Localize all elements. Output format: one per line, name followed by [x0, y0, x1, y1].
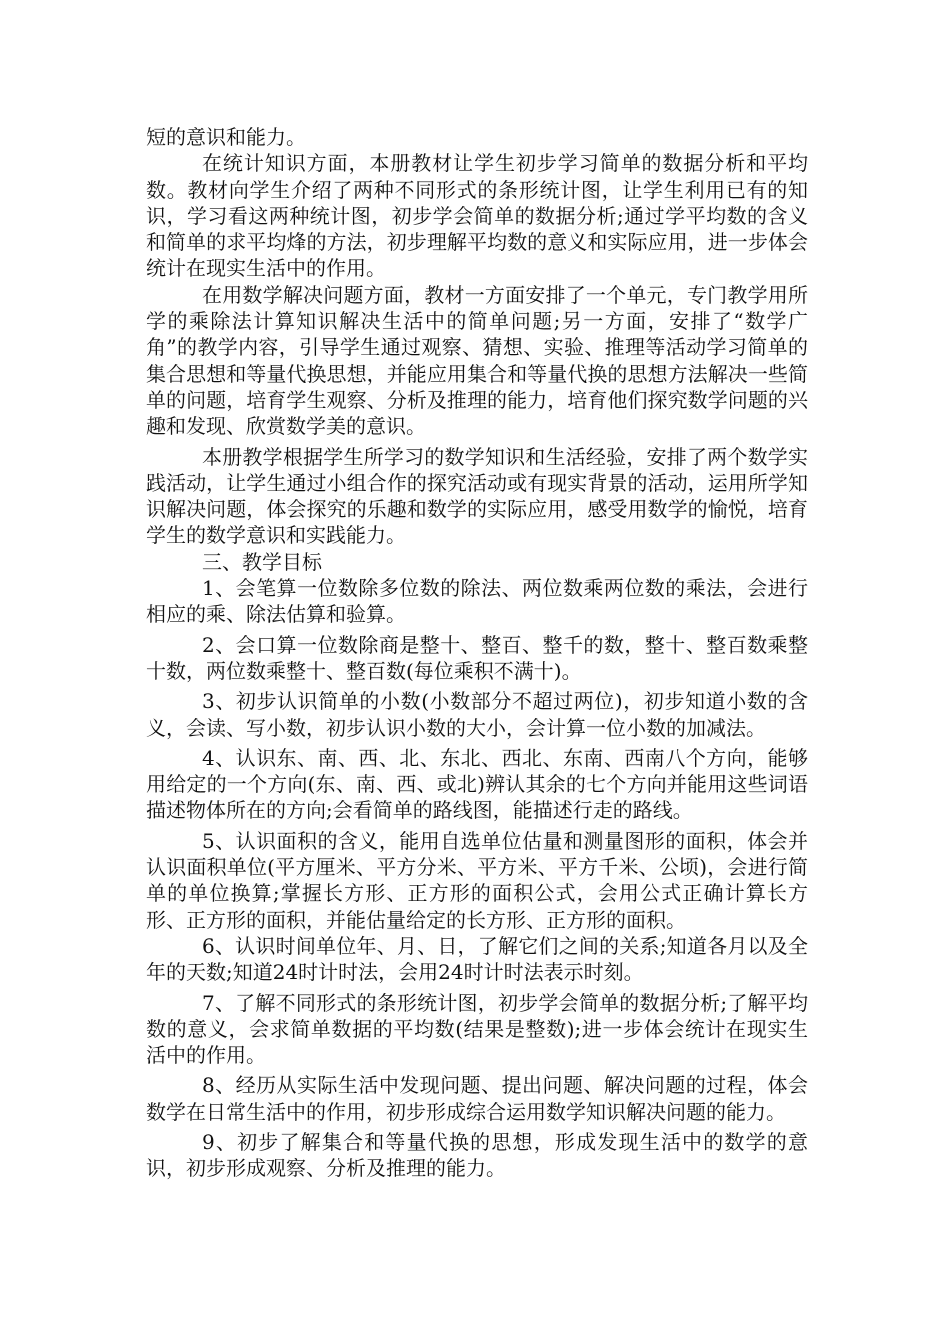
- goal-item-5: 5、认识面积的含义，能用自选单位估量和测量图形的面积，体会并认识面积单位(平方厘米、平方分米、平方米、平方千米、公顷)，会进行简单的单位换算;掌握长方形、正方形的面积公式，会用公式正确计算长方形、正方形的面积，并能估量给定的长方形、正方形的面积。: [146, 828, 808, 932]
- goal-item-1: 1、会笔算一位数除多位数的除法、两位数乘两位数的乘法，会进行相应的乘、除法估算和验算。: [146, 576, 808, 627]
- goal-item-9: 9、初步了解集合和等量代换的思想，形成发现生活中的数学的意识，初步形成观察、分析及推理的能力。: [146, 1129, 808, 1181]
- goal-item-6: 6、认识时间单位年、月、日，了解它们之间的关系;知道各月以及全年的天数;知道24时计时法，会用24时计时法表示时刻。: [146, 933, 808, 985]
- paragraph-continuation: 短的意识和能力。: [146, 125, 306, 149]
- goal-item-2: 2、会口算一位数除商是整十、整百、整千的数，整十、整百数乘整十数，两位数乘整十、整百数(每位乘积不满十)。: [146, 632, 808, 683]
- paragraph-statistics: 在统计知识方面，本册教材让学生初步学习简单的数据分析和平均数。教材向学生介绍了两种不同形式的条形统计图，让学生利用已有的知识，学习看这两种统计图，初步学会简单的数据分析;通过学平均数的含义和简单的求平均烽的方法，初步理解平均数的意义和实际应用，进一步体会统计在现实生活中的作用。: [146, 151, 808, 281]
- goal-item-4: 4、认识东、南、西、北、东北、西北、东南、西南八个方向，能够用给定的一个方向(东、南、西、或北)辨认其余的七个方向并能用这些词语描述物体所在的方向;会看简单的路线图，能描述行走的路线。: [146, 745, 808, 823]
- goal-item-3: 3、初步认识简单的小数(小数部分不超过两位)，初步知道小数的含义，会读、写小数，初步认识小数的大小，会计算一位小数的加减法。: [146, 689, 808, 740]
- paragraph-practice-activities: 本册教学根据学生所学习的数学知识和生活经验，安排了两个数学实践活动，让学生通过小组合作的探究活动或有现实背景的活动，运用所学知识解决问题，体会探究的乐趣和数学的实际应用，感受用数学的愉悦，培育学生的数学意识和实践能力。: [146, 444, 808, 548]
- section-heading-teaching-goals: 三、教学目标: [202, 549, 322, 574]
- goal-item-7: 7、了解不同形式的条形统计图，初步学会简单的数据分析;了解平均数的意义，会求简单数据的平均数(结果是整数);进一步体会统计在现实生活中的作用。: [146, 990, 808, 1068]
- paragraph-problem-solving: 在用数学解决问题方面，教材一方面安排了一个单元，专门教学用所学的乘除法计算知识解决生活中的简单问题;另一方面，安排了“数学广角”的教学内容，引导学生通过观察、猜想、实验、推理等活动学习简单的集合思想和等量代换思想，并能应用集合和等量代换的思想方法解决一些简单的问题，培育学生观察、分析及推理的能力，培育他们探究数学问题的兴趣和发现、欣赏数学美的意识。: [146, 282, 808, 439]
- goal-item-8: 8、经历从实际生活中发现问题、提出问题、解决问题的过程，体会数学在日常生活中的作用，初步形成综合运用数学知识解决问题的能力。: [146, 1073, 808, 1124]
- document-page: [146, 124, 808, 1182]
